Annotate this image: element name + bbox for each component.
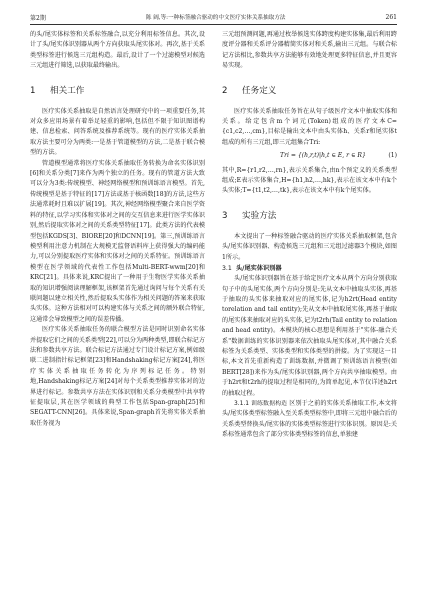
- subsubsection-title: 3.1.1 训练数据构造: [234, 400, 288, 407]
- body-paragraph: 医疗实体关系抽取任务旨在从句子级医疗文本中抽取实体和关系。给定包含m个词元(Token)组成的医疗文本C={c1,c2,…,cm},目标是输出文本中由头实体h、关系r和尾实体t组成的所有三元组,即三元组集合Tri:: [222, 107, 397, 146]
- equation-body: Tri = {(h,r,t)|h,t ∈ E, r ∈ R}: [280, 152, 366, 160]
- running-title: 陈 阔,等:一种标签融合驱动的中文医疗实体关系抽取方法: [145, 15, 286, 21]
- subsection-title: 头/尾实体识别器: [236, 265, 282, 273]
- section-heading-task-definition: [222, 85, 397, 97]
- running-header: [30, 10, 397, 25]
- paragraph-text: 区别于之前的实体关系抽取工作,本文将头/尾实体类型标签融入至关系类型标签中,即将三元组中融合后的关系类型替换头/尾实体的实体类型标签进行实体识别。原因是:关系标签通常包含了部分实体类型标签的信息,单独建: [222, 399, 398, 439]
- section-heading-method: [222, 210, 397, 222]
- section-number: 3: [222, 210, 228, 221]
- equation: [222, 151, 397, 161]
- body-paragraph: 本文提出了一种标签融合驱动的医疗实体关系抽取框架,包含头/尾实体识别器、构造候选三元组和三元组过滤器3个模块,如图1所示。: [222, 232, 397, 261]
- intro-paragraph: 的头/尾实体标签和关系标签融合,以充分利用标签信息。其次,设计了头/尾实体识别器从两个方向获取头尾实体对。再次,基于关系类型标签进行候选三元组构造。最后,设计了一个过滤模型对候选三元组进行筛选,以获取最终输出。: [30, 31, 205, 70]
- issue-number: 第2期: [30, 14, 46, 22]
- equation-number: (1): [388, 152, 397, 160]
- section-title: 任务定义: [242, 85, 277, 96]
- section-title: 相关工作: [50, 85, 85, 96]
- body-paragraph: [222, 399, 397, 441]
- subsection-number: 3.1: [222, 265, 232, 273]
- body-paragraph: 头/尾实体识别器旨在基于给定医疗文本从两个方向分别获取句子中的头尾实体,两个方向分别是:先从文本中抽取头实体,再基于抽取的头实体来抽取对应的尾实体,记为h2rt(Head entity torelation and tail entity);先从文本中抽取尾实体,再基于抽取的尾实体来抽取对应的头实体,记为t2rh(Tail entity to relation and head entity)。本模块的核心思想是利用基于"实体-融合关系"数据训练的实体识别器来依次抽取头尾实体对,其中融合关系标签为关系类型、实体类型和实体类型的拼接。为了实现这一目标,本文首先重新构造了训练数据,并微调了预训练语言模型(如BERT[28])来作为头/尾实体识别器,两个方向共享抽取模型。由于h2rt和t2rh的提取过程是相同的,为简单起见,本节仅详述h2rt的抽取过程。: [222, 275, 397, 397]
- left-column: [30, 30, 205, 429]
- body-paragraph: 医疗实体关系抽取是自然语言处理研究中的一项重要任务,其对众多应用场景有着举足轻重的影响,包括但不限于知识图谱构建、信息检索、问答系统及推荐系统等。现有的医疗实体关系抽取方法主要可分为两类:一是基于管道模型的方法,二是基于联合模型的方法。: [30, 107, 205, 157]
- body-paragraph: 其中,R={r1,r2,…,rn},表示关系集合,由n个预定义的关系类型组成;E表示实体集合,H={h1,h2,…,hk},表示在该文本中有k个头实体;T={t1,t2,…,tk},表示在该文本中有k个尾实体。: [222, 166, 397, 195]
- body-paragraph: 管道模型通常将医疗实体关系抽取任务转换为命名实体识别[6]和关系分类[7]来作为两个独立的任务。现有的管道方法大致可以分为3类:传统模型、神经网络模型和预训练语言模型。首先,传统模型是基于特征的[17]方法或基于核函数[18]的方法,这些方法通常耗时且难以扩展[19]。其次,神经网络模型聚合来自医学资料的特征,以学习实体和实体对之间的交互信息来进行医学实体识别,然后提取实体对之间的关系类型特征[17]。此类方法的代表模型包括KGDS[3]、BIORE[20]和DCNN[19]。第三,预训练语言模型利用注意力机制在大规模无监督语料库上获得强大的编码能力,可以分别提取医疗实体和实体对之间的关系特征。预训练语言模型在医学领域的代表性工作包括Multi-BERT-wwm[20]和KRC[21]。具体来说,KRC提出了一种用于生物医学实体关系抽取的知识增强阅读理解框架,该框架首先通过询问与每个关系有关联问题以建立相关性,然后提取头实体作为相关问题的答案来获取头实体。这种方法相对可以构建实体与关系之间的额外联合特征,这通常会导致模型之间的误差传播。: [30, 159, 205, 323]
- section-number: 1: [30, 85, 36, 96]
- body-paragraph: 三元组预测问题,再通过枚举候选实体跨度构建实体集,最后利用跨度评分器和关系评分器精简实体对和关系,输出三元组。与联合标记方法相比,参数共享方法能够有效地处理更多特征信息,并且更容易实现。: [222, 31, 397, 70]
- section-title: 实验方法: [242, 210, 277, 221]
- subsection-heading: [222, 264, 397, 274]
- page-number: 261: [385, 13, 397, 21]
- section-heading-related-work: [30, 85, 205, 97]
- section-number: 2: [222, 85, 228, 96]
- body-paragraph: 医疗实体关系抽取任务的联合模型方法是同时识别命名实体并提取它们之间的关系类型[22],可以分为两种类型,即联合标记方法和参数共享方法。联合标记方法通过专门设计标记方案,例如级联二进制指针标记框架[23]和Handshaking标记方案[24],将医疗实体关系抽取任务转化为序列标记任务。特别地,Handshaking标记方案[24]对每个关系类型推荐实体对的边界进行标记。参数共享方法在实体识别和关系分类模型中共享特征提取层,其在医学领域的典型工作包括Span-graph[25]和SEGATT-CNN[26]。具体来说,Span-graph首先将实体关系抽取任务视为: [30, 326, 205, 427]
- right-column: [222, 30, 397, 441]
